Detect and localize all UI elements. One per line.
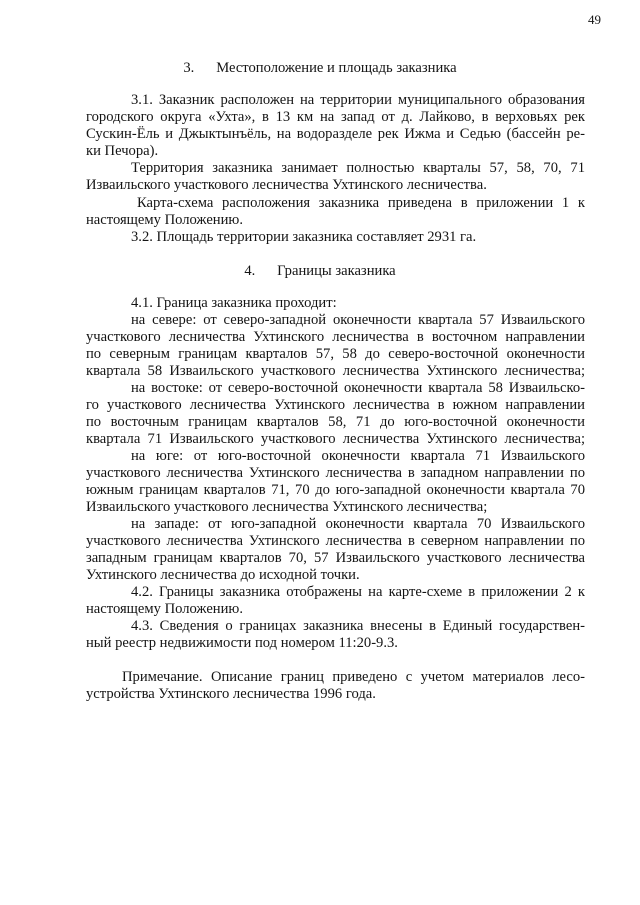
text-line: Ухтинского лесничества до исходной точки. [86,567,360,583]
text-line: Изваильского участкового лесничества Ухтинского лесничества. [86,177,487,193]
text-line: на востоке: от северо-восточной оконечности квартала 58 Изваильско- [131,380,585,396]
text-line: по восточным границам кварталов 58, 71 до юго-восточной оконечности [86,414,585,430]
text-line: настоящему Положению. [86,212,243,228]
text-line: квартала 58 Изваильского участкового лесничества Ухтинского лесничества; [86,363,585,379]
text-line: на западе: от юго-западной оконечности квартала 70 Изваильского [131,516,585,532]
text-line: ки Печора). [86,143,159,159]
text-line: ный реестр недвижимости под номером 11:20-9.3. [86,635,398,651]
note-line: устройства Ухтинского лесничества 1996 года. [86,686,376,702]
text-line: 4.3. Сведения о границах заказника внесены в Единый государствен- [131,618,585,634]
text-line: по северным границам кварталов 57, 58 до северо-восточной оконечности [86,346,585,362]
text-line: участкового лесничества Ухтинского лесничества в северном направлении по [86,533,585,549]
note-line: Примечание. Описание границ приведено с учетом материалов лесо- [122,669,585,685]
text-line: 3.1. Заказник расположен на территории муниципального образования [131,92,585,108]
text-line: настоящему Положению. [86,601,243,617]
text-line: на юге: от юго-восточной оконечности квартала 71 Изваильского [131,448,585,464]
text-line: западным границам кварталов 70, 57 Изваильского участкового лесничества [86,550,585,566]
text-line: Сускин-Ёль и Джыктынъёль, на водоразделе рек Ижма и Седью (бассейн ре- [86,126,585,142]
text-line: го участкового лесничества Ухтинского лесничества в южном направлении [86,397,585,413]
section-3-heading: 3. Местоположение и площадь заказника [183,60,457,76]
text-line: Изваильского участкового лесничества Ухтинского лесничества; [86,499,488,515]
page-number: 49 [588,12,601,27]
text-line: 4.1. Граница заказника проходит: [131,295,337,311]
text-line: Территория заказника занимает полностью кварталы 57, 58, 70, 71 [131,160,585,176]
text-line: участкового лесничества Ухтинского лесничества в восточном направлении [86,329,585,345]
text-line: квартала 71 Изваильского участкового лесничества Ухтинского лесничества; [86,431,585,447]
section-4-heading: 4. Границы заказника [244,263,396,279]
text-line: на севере: от северо-западной оконечности квартала 57 Изваильского [131,312,585,328]
text-line: южным границам кварталов 71, 70 до юго-западной оконечности квартала 70 [86,482,585,498]
text-line: участкового лесничества Ухтинского лесничества в западном направлении по [86,465,585,481]
text-line: 3.2. Площадь территории заказника составляет 2931 га. [131,229,477,245]
text-line: городского округа «Ухта», в 13 км на запад от д. Лайково, в верховьях рек [86,109,585,125]
text-line: 4.2. Границы заказника отображены на карте-схеме в приложении 2 к [131,584,585,600]
text-line: Карта-схема расположения заказника приведена в приложении 1 к [137,195,585,211]
